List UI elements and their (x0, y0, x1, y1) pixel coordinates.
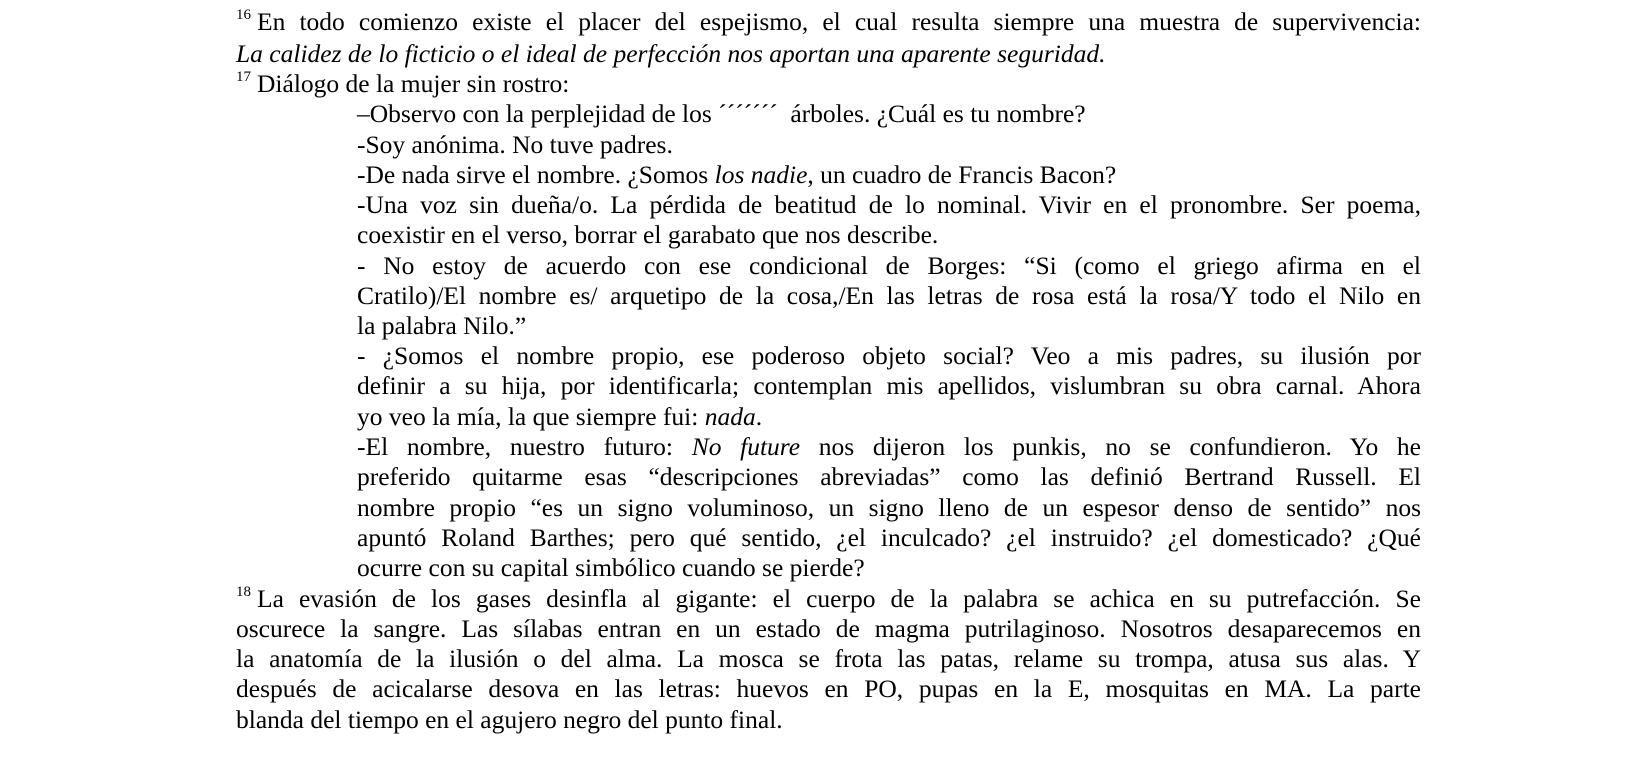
note-18-text: La evasión de los gases desinfla al gigante: el cuerpo de la palabra se achica en su putrefacción. Se (257, 584, 1421, 613)
note-18-line-4: después de acicalarse desova en las letras: huevos en PO, pupas en la E, mosquitas en MA. La parte (236, 674, 1421, 703)
dialogue-line-7a-italic: No future (691, 432, 801, 461)
dialogue-line-1: –Observo con la perplejidad de los ´´´´´´´ árboles. ¿Cuál es tu nombre? (357, 99, 1086, 128)
dialogue-line-7c: nombre propio “es un signo voluminoso, un signo lleno de un espesor denso de sentido” nos (357, 493, 1421, 522)
dialogue-line-7b: preferido quitarme esas “descripciones abreviadas” como las definió Bertrand Russell. El (357, 462, 1421, 491)
dialogue-line-7d: apuntó Roland Barthes; pero qué sentido, ¿el inculcado? ¿el instruido? ¿el domesticado? ¿Qué (357, 523, 1421, 552)
note-18-line-2: oscurece la sangre. Las sílabas entran en un estado de magma putrilaginoso. Nosotros desaparecemos en (236, 614, 1421, 643)
dialogue-line-6a: - ¿Somos el nombre propio, ese poderoso objeto social? Veo a mis padres, su ilusión por (357, 341, 1421, 370)
dialogue-line-5b: Cratilo)/El nombre es/ arquetipo de la cosa,/En las letras de rosa está la rosa/Y todo el Nilo en (357, 281, 1421, 310)
dialogue-line-3-part-a: -De nada sirve el nombre. ¿Somos (357, 160, 715, 189)
note-18-line-5: blanda del tiempo en el agujero negro del punto final. (236, 705, 783, 734)
dialogue-line-6b: definir a su hija, por identificarla; contemplan mis apellidos, vislumbran su obra carnal. Ahora (357, 371, 1421, 400)
note-16-line-1 (236, 6, 1421, 42)
note-18-line-3: la anatomía de la ilusión o del alma. La mosca se frota las patas, relame su trompa, atusa sus alas. Y (236, 644, 1421, 673)
dialogue-line-5a: - No estoy de acuerdo con ese condicional de Borges: “Si (como el griego afirma en el (357, 251, 1421, 280)
dialogue-line-6c-italic: nada (704, 402, 756, 431)
dialogue-line-7a (357, 431, 1421, 463)
dialogue-line-3 (357, 159, 1116, 191)
note-16-number: 16 (236, 7, 251, 23)
note-18-number: 18 (236, 584, 251, 600)
note-17-heading-text: Diálogo de la mujer sin rostro: (257, 69, 570, 98)
note-16-line-2: La calidez de lo ficticio o el ideal de perfección nos aportan una aparente seguridad. (236, 39, 1106, 68)
dialogue-line-7e: ocurre con su capital simbólico cuando se pierde? (357, 553, 865, 582)
dialogue-line-6c (357, 401, 762, 433)
dialogue-line-2: -Soy anónima. No tuve padres. (357, 130, 673, 159)
dialogue-line-5c: la palabra Nilo.” (357, 311, 527, 340)
dialogue-line-7a-part-a: -El nombre, nuestro futuro: (357, 432, 692, 461)
dialogue-line-3-part-c: , un cuadro de Francis Bacon? (807, 160, 1117, 189)
note-16-text: En todo comienzo existe el placer del espejismo, el cual resulta siempre una muestra de supervivencia: (257, 7, 1421, 36)
note-17-number: 17 (236, 69, 251, 85)
dialogue-line-7a-part-c: nos dijeron los punkis, no se confundieron. Yo he (800, 432, 1421, 461)
dialogue-line-6c-part-c: . (755, 402, 763, 431)
dialogue-line-4a: -Una voz sin dueña/o. La pérdida de beatitud de lo nominal. Vivir en el pronombre. Ser poema, (357, 190, 1421, 219)
dialogue-line-4b: coexistir en el verso, borrar el garabato que nos describe. (357, 220, 939, 249)
dialogue-line-6c-part-a: yo veo la mía, la que siempre fui: (357, 402, 705, 431)
dialogue-line-3-italic: los nadie (714, 160, 808, 189)
